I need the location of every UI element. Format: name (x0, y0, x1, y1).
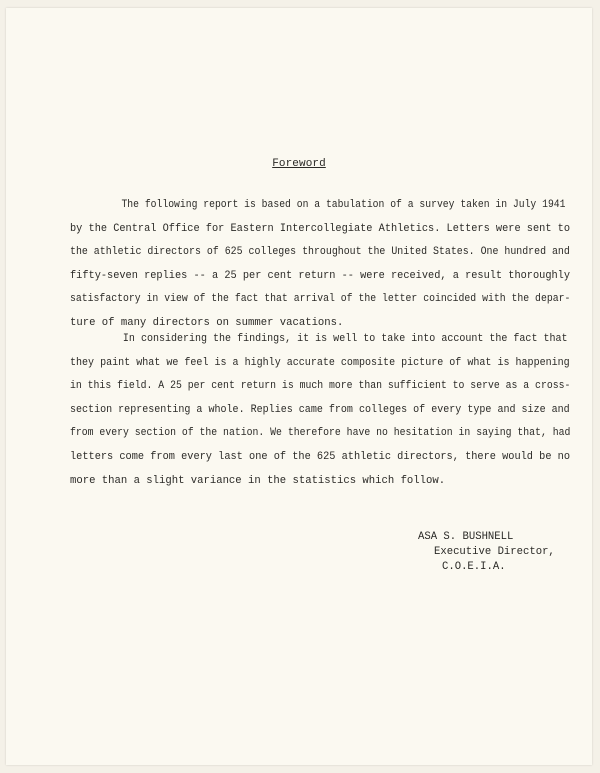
paragraph-line: they paint what we feel is a highly accurate composite picture of what is happening (70, 356, 570, 369)
paragraph-line: satisfactory in view of the fact that arrival of the letter coincided with the depar- (70, 293, 571, 306)
signature-title: Executive Director, (434, 546, 555, 558)
paragraph-1 (70, 194, 570, 336)
paragraph-line: The following report is based on a tabulation of a survey taken in July 1941 (121, 199, 566, 211)
signature-org: C.O.E.I.A. (442, 561, 506, 573)
paragraph-line: in this field. A 25 per cent return is much more than sufficient to serve as a cross- (70, 380, 571, 393)
paragraph-line: fifty-seven replies -- a 25 per cent return -- were received, a result thoroughly (70, 269, 571, 282)
paragraph-line: by the Central Office for Eastern Intercollegiate Athletics. Letters were sent to (70, 222, 571, 235)
paragraph-line: In considering the findings, it is well to take into account the fact that (122, 333, 568, 345)
document-page (6, 8, 592, 765)
paragraph-line: ture of many directors on summer vacations. (70, 316, 344, 329)
signature-name: ASA S. BUSHNELL (418, 531, 514, 543)
paragraph-line: more than a slight variance in the statistics which follow. (70, 474, 446, 487)
paragraph-line: section representing a whole. Replies came from colleges of every type and size and (70, 403, 570, 416)
paragraph-line: the athletic directors of 625 colleges throughout the United States. One hundred and (70, 246, 570, 259)
paragraph-line: letters come from every last one of the 625 athletic directors, there would be no (70, 450, 571, 463)
paragraph-2 (70, 328, 570, 493)
page-title: Foreword (272, 158, 326, 170)
paragraph-line: from every section of the nation. We therefore have no hesitation in saying that, had (70, 427, 571, 440)
